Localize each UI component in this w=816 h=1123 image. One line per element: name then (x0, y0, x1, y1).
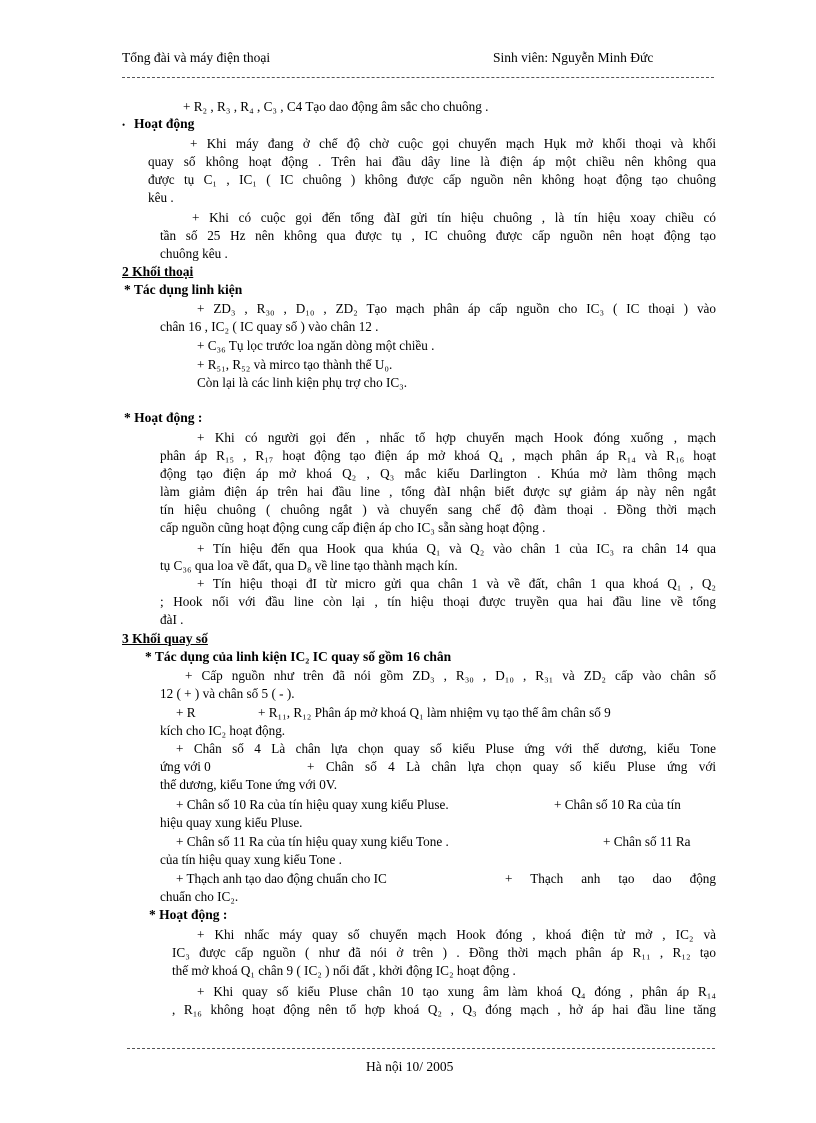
dial-op-2b: , R₁₆ không hoạt động nên tổ hợp khoá Q₂ , Q₃ đóng mạch , hở áp hai đầu line tăng (172, 1002, 716, 1017)
dial-4a-right: + Chân số 10 Ra của tín (554, 797, 681, 812)
op-1c: động tạo điện áp mở khoá Q₂ , Q₃ mắc kiểu Darlington . Khúa mở làm thông mạch (160, 466, 716, 481)
para-1c: được tụ C₁ , IC₁ ( IC chuông ) không được cấp nguồn nên không hoạt động tạo chuông (148, 172, 716, 187)
header-divider (122, 77, 714, 78)
dial-5b: của tín hiệu quay xung kiểu Tone . (160, 852, 342, 867)
dial-4a-left: + Chân số 10 Ra của tín hiệu quay xung kiểu Pluse. (176, 797, 449, 812)
dial-op-1b: IC₃ được cấp nguồn ( như đã nói ở trên ) . Đồng thời mạch phân áp R₁₁ , R₁₂ tạo (172, 945, 716, 960)
op-1a: + Khi có người gọi đến , nhấc tổ hợp chuyển mạch Hook đóng xuống , mạch (197, 430, 716, 445)
dial-4b: hiệu quay xung kiểu Pluse. (160, 815, 303, 830)
dial-5a-right: + Chân số 11 Ra (603, 834, 691, 849)
op-1d: làm giảm điện áp trên hai đầu line , tổng đàI nhận biết được sự giảm áp này nên ngắt (160, 484, 716, 499)
line-r2-r3: + R₂ , R₃ , R₄ , C₃ , C4 Tạo dao động âm sắc cho chuông . (183, 99, 489, 114)
op-3c: đàI . (160, 612, 184, 627)
dial-2a-left: + R (176, 705, 196, 720)
op-1e: tín hiệu chuông ( chuông ngắt ) và chuyển sang chế độ đàm thoại . Đồng thời mạch (160, 502, 716, 517)
footer-date: Hà nội 10/ 2005 (366, 1059, 454, 1074)
section-3-title: 3 Khối quay số (122, 631, 208, 646)
comp-1b: chân 16 , IC₂ ( IC quay số ) vào chân 12 . (160, 319, 379, 334)
dial-2a-right: + R₁₁, R₁₂ Phân áp mở khoá Q₁ làm nhiệm vụ tạo thế âm chân số 9 (258, 705, 611, 720)
dial-6a-left: + Thạch anh tạo dao động chuẩn cho IC (176, 871, 387, 886)
para-1b: quay số không hoạt động . Trên hai đầu dây line là điện áp một chiều nên không qua (148, 154, 716, 169)
op-2b: tụ C₃₆ qua loa về đất, qua D₈ về line tạo thành mạch kín. (160, 558, 458, 573)
op-1b: phân áp R₁₅ , R₁₇ hoạt động tạo điện áp mở khoá Q₄ , mạch phân áp R₁₄ và R₁₆ hoạt (160, 448, 716, 463)
para-2b: tần số 25 Hz nên không qua được tụ , IC chuông được cấp nguồn nên hoạt động tạo (160, 228, 716, 243)
dial-3b-left: ứng với 0 (160, 759, 211, 774)
bullet-icon: • (122, 120, 126, 130)
op-2a: + Tín hiệu đến qua Hook qua khúa Q₁ và Q₂ vào chân 1 của IC₃ ra chân 14 qua (197, 541, 716, 556)
section-2-subheading-operation: * Hoạt động : (124, 410, 203, 425)
dial-6a-right: + Thạch anh tạo dao động (505, 871, 716, 886)
header-left: Tổng đài và máy điện thoại (122, 50, 271, 65)
dial-1a: + Cấp nguồn như trên đã nói gồm ZD₃ , R₃₀ , D₁₀ , R₃₁ và ZD₂ cấp vào chân số (185, 668, 716, 683)
section-3-subheading-components: * Tác dụng của linh kiện IC₂ IC quay số gồm 16 chân (145, 649, 452, 664)
section-2-title: 2 Khối thoại (122, 264, 194, 279)
para-2c: chuông kêu . (160, 246, 228, 261)
para-1d: kêu . (148, 190, 174, 205)
comp-3: + R₅₁, R₅₂ và mirco tạo thành thế U₀. (197, 357, 393, 372)
op-3b: ; Hook nối với đầu line còn lại , tín hiệu thoại được truyền qua hai đầu line về tổng (160, 594, 716, 609)
para-1a: + Khi máy đang ở chế độ chờ cuộc gọi chuyển mạch Hụk mở khối thoại và khối (190, 136, 716, 151)
dial-6b: chuẩn cho IC₂. (160, 889, 239, 904)
dial-3a: + Chân số 4 Là chân lựa chọn quay số kiểu Pluse ứng với thế dương, kiểu Tone (176, 741, 716, 756)
section-3-subheading-operation: * Hoạt động : (149, 907, 228, 922)
header-right: Sinh viên: Nguyễn Minh Đức (493, 50, 654, 65)
dial-5a-left: + Chân số 11 Ra của tín hiệu quay xung kiểu Tone . (176, 834, 449, 849)
heading-hoat-dong-1: Hoạt động (134, 116, 195, 131)
para-2a: + Khi có cuộc gọi đến tổng đàI gửi tín hiệu chuông , là tín hiệu xoay chiều có (192, 210, 716, 225)
dial-3b-right: + Chân số 4 Là chân lựa chọn quay số kiểu Pluse ứng với (307, 759, 716, 774)
dial-op-2a: + Khi quay số kiểu Pluse chân 10 tạo xung âm làm khoá Q₄ đóng , phân áp R₁₄ (197, 984, 716, 999)
footer-divider (127, 1048, 715, 1049)
dial-2b: kích cho IC₂ hoạt động. (160, 723, 286, 738)
op-3a: + Tín hiệu thoại đI từ micro gửi qua chân 1 và về đất, chân 1 qua khoá Q₁ , Q₂ (197, 576, 716, 591)
dial-3c: thế dương, kiểu Tone ứng với 0V. (160, 777, 338, 792)
comp-2: + C₃₆ Tụ lọc trước loa ngăn dòng một chiều . (197, 338, 435, 353)
dial-op-1c: thế mở khoá Q₁ chân 9 ( IC₂ ) nối đất , khởi động IC₂ hoạt động . (172, 963, 516, 978)
dial-op-1a: + Khi nhấc máy quay số chuyển mạch Hook đóng , khoá điện tử mở , IC₂ và (197, 927, 716, 942)
comp-1a: + ZD₃ , R₃₀ , D₁₀ , ZD₂ Tạo mạch phân áp cấp nguồn cho IC₃ ( IC thoại ) vào (197, 301, 716, 316)
section-2-subheading-components: * Tác dụng linh kiện (124, 282, 243, 297)
op-1f: cấp nguồn cũng hoạt động cung cấp điện áp cho IC₃ sẵn sàng hoạt động . (160, 520, 546, 535)
comp-4: Còn lại là các linh kiện phụ trợ cho IC₃. (197, 375, 408, 390)
dial-1b: 12 ( + ) và chân số 5 ( - ). (160, 686, 295, 701)
